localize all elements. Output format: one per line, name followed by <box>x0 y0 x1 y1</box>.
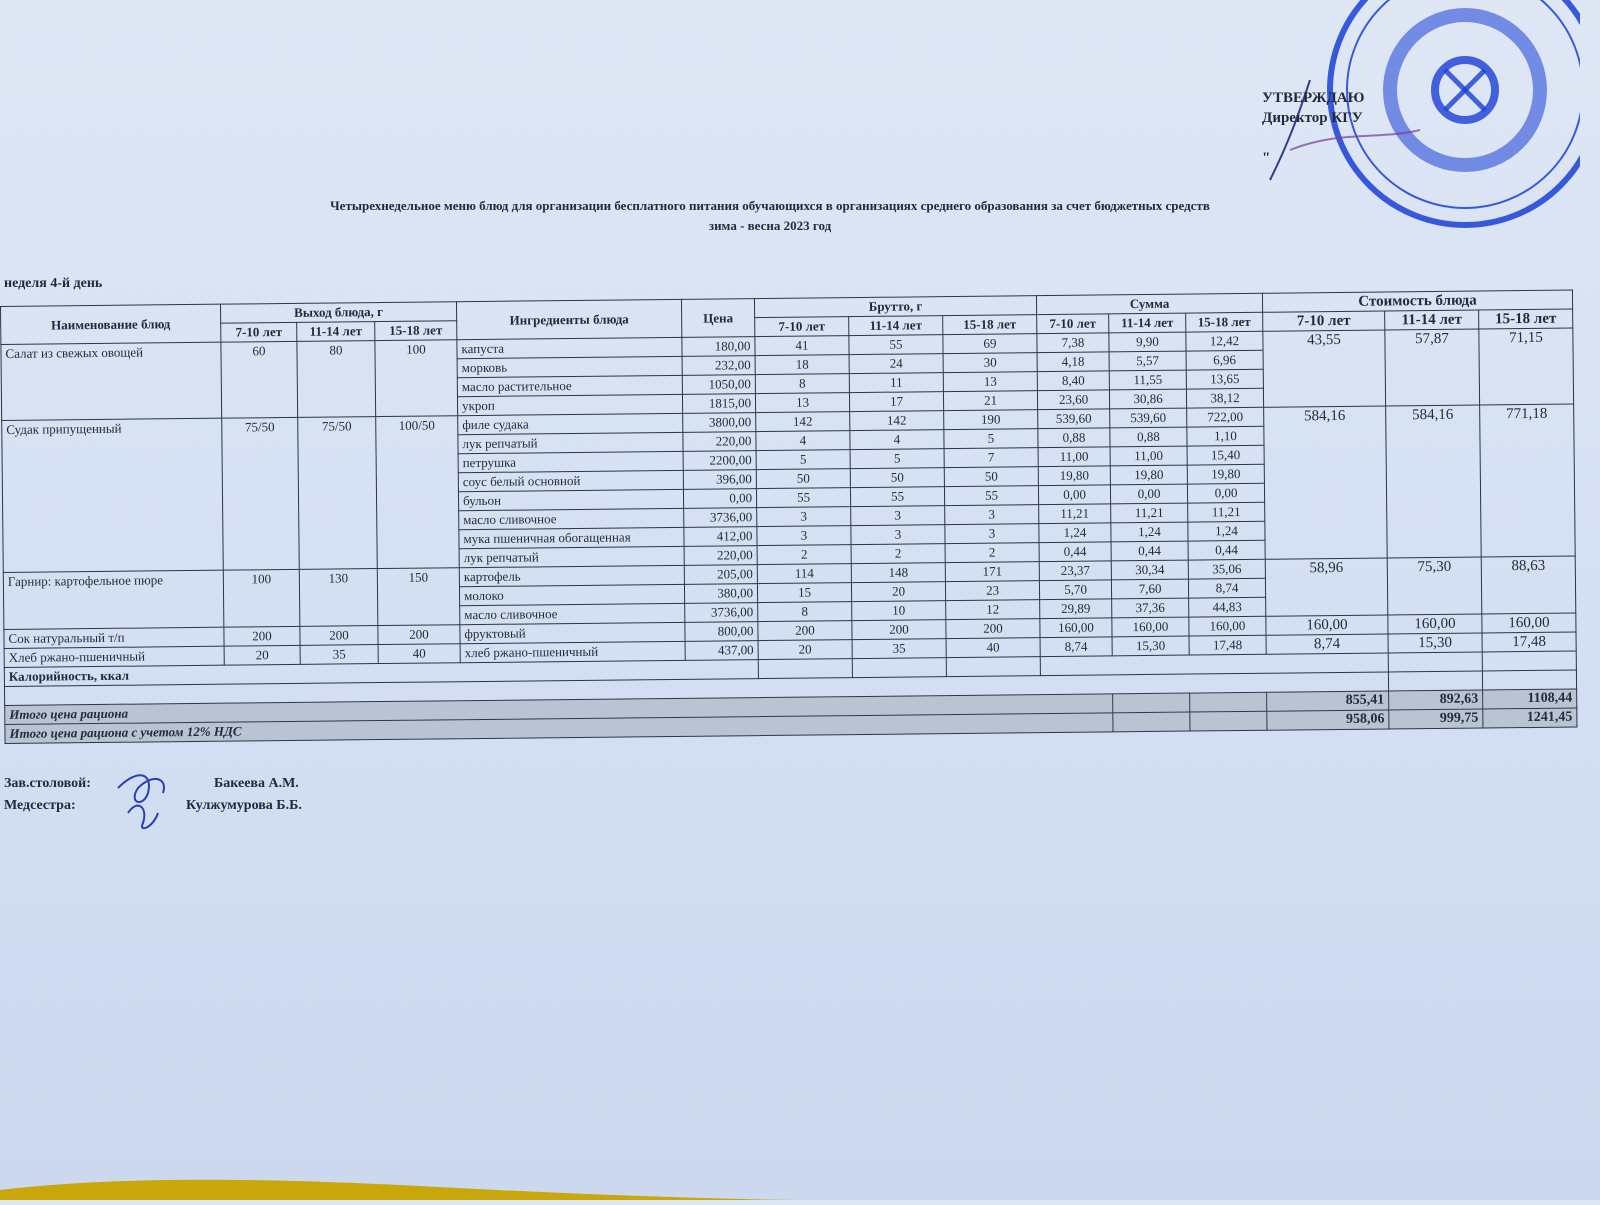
ingredient-sum: 7,60 <box>1111 579 1188 599</box>
dish-yield: 35 <box>300 645 378 665</box>
dish-cost: 57,87 <box>1385 329 1480 406</box>
ingredient-name: капуста <box>457 337 682 358</box>
ingredient-brutto: 55 <box>850 487 944 507</box>
ingredient-brutto: 41 <box>755 336 849 356</box>
ingredient-sum: 1,24 <box>1188 521 1265 541</box>
age-cost-3: 15-18 лет <box>1479 309 1573 329</box>
dish-name: Судак припущенный <box>2 418 224 572</box>
ingredient-sum: 12,42 <box>1186 331 1263 351</box>
ingredient-price: 800,00 <box>685 622 758 642</box>
calories-label: Калорийность, ккал <box>4 660 758 687</box>
ingredient-sum: 4,18 <box>1037 352 1109 372</box>
ingredient-name: масло сливочное <box>460 603 685 624</box>
age-cost-2: 11-14 лет <box>1385 310 1479 330</box>
total-value-11-14: 892,63 <box>1389 690 1483 710</box>
ingredient-price: 437,00 <box>685 641 758 661</box>
signature-name-nurse: Кулжумурова Б.Б. <box>186 798 302 813</box>
calories-cell <box>1482 651 1576 671</box>
ingredient-sum: 1,24 <box>1039 523 1111 543</box>
dish-cost: 75,30 <box>1387 557 1482 615</box>
ingredient-sum: 0,88 <box>1038 428 1110 448</box>
ingredient-brutto: 5 <box>944 429 1038 449</box>
ingredient-brutto: 8 <box>755 374 849 394</box>
document-subtitle: зима - весна 2023 год <box>708 218 832 233</box>
ingredient-name: молоко <box>459 584 684 605</box>
ingredient-brutto: 21 <box>943 391 1037 411</box>
age-sum-2: 11-14 лет <box>1109 313 1186 333</box>
ingredient-brutto: 7 <box>944 448 1038 468</box>
ingredient-price: 3736,00 <box>685 603 758 623</box>
ingredient-price: 380,00 <box>684 584 757 604</box>
approval-line-2: Директор КГУ <box>1262 110 1363 126</box>
ingredient-sum: 23,60 <box>1037 390 1109 410</box>
ingredient-sum: 160,00 <box>1040 618 1112 638</box>
ingredient-brutto: 10 <box>852 601 946 621</box>
ingredient-name: лук репчатый <box>458 432 683 453</box>
ingredient-brutto: 40 <box>946 638 1040 658</box>
menu-table <box>0 290 1578 744</box>
ingredient-sum: 11,21 <box>1111 503 1188 523</box>
ingredient-sum: 38,12 <box>1186 388 1263 408</box>
ingredient-sum: 13,65 <box>1186 369 1263 389</box>
ingredient-price: 180,00 <box>682 337 755 357</box>
dish-yield: 80 <box>297 341 376 418</box>
dish-yield: 100 <box>223 569 300 627</box>
document-title: Четырехнедельное меню блюд для организации бесплатного питания обучающихся в организациях среднего образования за счет бюджетных средств <box>330 198 1210 213</box>
ingredient-brutto: 35 <box>852 639 946 659</box>
ingredient-sum: 19,80 <box>1038 466 1110 486</box>
ingredient-brutto: 200 <box>946 619 1040 639</box>
dish-yield: 75/50 <box>222 417 300 570</box>
ingredient-sum: 9,90 <box>1109 332 1186 352</box>
ingredient-brutto: 50 <box>850 468 944 488</box>
ingredient-brutto: 5 <box>850 449 944 469</box>
dish-yield: 130 <box>299 569 378 627</box>
header-dish-name: Наименование блюд <box>1 304 221 344</box>
dish-cost: 8,74 <box>1266 634 1388 654</box>
ingredient-name: хлеб ржано-пшеничный <box>460 641 685 662</box>
total-value-15-18: 1108,44 <box>1483 689 1577 709</box>
ingredient-brutto: 171 <box>945 562 1039 582</box>
ingredient-brutto: 69 <box>943 334 1037 354</box>
dish-cost: 17,48 <box>1482 632 1576 652</box>
signature-name-canteen: Бакеева А.М. <box>214 776 299 791</box>
ingredient-sum: 6,96 <box>1186 350 1263 370</box>
dish-cost: 160,00 <box>1482 613 1576 633</box>
ingredient-price: 220,00 <box>684 546 757 566</box>
age-cost-1: 7-10 лет <box>1263 311 1385 331</box>
ingredient-sum: 15,40 <box>1187 445 1264 465</box>
total-empty <box>1190 711 1267 731</box>
ingredient-brutto: 2 <box>757 545 851 565</box>
handwritten-signature <box>108 768 188 838</box>
total-value-7-10: 855,41 <box>1267 691 1389 711</box>
dish-yield: 40 <box>378 644 460 664</box>
ingredient-brutto: 8 <box>758 602 852 622</box>
dish-yield: 200 <box>378 625 460 645</box>
ingredient-price: 205,00 <box>684 565 757 585</box>
ingredient-brutto: 4 <box>756 431 850 451</box>
desk-surface <box>0 1172 1600 1200</box>
ingredient-sum: 19,80 <box>1110 465 1187 485</box>
ingredient-brutto: 55 <box>944 486 1038 506</box>
ingredient-sum: 19,80 <box>1187 464 1264 484</box>
ingredient-sum: 0,88 <box>1110 427 1187 447</box>
ingredient-sum: 8,40 <box>1037 371 1109 391</box>
ingredient-price: 2200,00 <box>683 451 756 471</box>
dish-name: Сок натуральный т/п <box>4 627 224 648</box>
ingredient-price: 232,00 <box>682 356 755 376</box>
total-empty <box>1113 712 1190 732</box>
dish-yield: 75/50 <box>298 417 378 570</box>
dish-cost: 58,96 <box>1265 558 1388 616</box>
age-brutto-2: 11-14 лет <box>849 316 943 336</box>
ingredient-brutto: 3 <box>851 506 945 526</box>
dish-name: Салат из свежых овощей <box>1 342 222 420</box>
total-empty <box>1190 692 1267 712</box>
dish-cost: 43,55 <box>1263 330 1386 407</box>
ingredient-brutto: 30 <box>943 353 1037 373</box>
menu-body <box>1 328 1576 667</box>
document-title-block <box>270 196 1270 236</box>
age-yield-1: 7-10 лет <box>221 322 297 342</box>
ingredient-name: бульон <box>458 489 683 510</box>
approval-line-1: УТВЕРЖДАЮ <box>1262 90 1365 106</box>
ingredient-brutto: 2 <box>851 544 945 564</box>
ingredient-price: 3800,00 <box>683 413 756 433</box>
ingredient-sum: 11,55 <box>1109 370 1186 390</box>
ingredient-name: петрушка <box>458 451 683 472</box>
ingredient-brutto: 142 <box>756 412 850 432</box>
dish-yield: 200 <box>300 626 378 646</box>
dish-yield: 200 <box>224 626 300 646</box>
dish-cost: 160,00 <box>1388 614 1482 634</box>
ingredient-sum: 539,60 <box>1038 409 1110 429</box>
ingredient-brutto: 142 <box>850 411 944 431</box>
ingredient-sum: 29,89 <box>1040 599 1112 619</box>
ingredient-brutto: 11 <box>849 373 943 393</box>
ingredient-sum: 23,37 <box>1039 561 1111 581</box>
dish-name: Хлеб ржано-пшеничный <box>4 646 224 667</box>
ingredient-price: 412,00 <box>684 527 757 547</box>
ingredient-brutto: 24 <box>849 354 943 374</box>
ingredient-brutto: 20 <box>758 640 852 660</box>
ingredient-sum: 722,00 <box>1187 407 1264 427</box>
ingredient-name: лук репчатый <box>459 546 684 567</box>
day-header: неделя 4-й день <box>4 276 103 291</box>
ingredient-sum: 35,06 <box>1188 559 1265 579</box>
age-sum-1: 7-10 лет <box>1037 314 1109 334</box>
blank-cell <box>1482 670 1576 690</box>
dish-cost: 771,18 <box>1480 404 1576 557</box>
total-vat-value-7-10: 958,06 <box>1267 710 1389 730</box>
ingredient-sum: 11,21 <box>1039 504 1111 524</box>
header-sum: Сумма <box>1036 293 1262 314</box>
ingredient-brutto: 2 <box>945 543 1039 563</box>
ingredient-sum: 44,83 <box>1189 597 1266 617</box>
dish-name: Гарнир: картофельное пюре <box>3 570 224 629</box>
calories-cell <box>946 657 1040 677</box>
ingredient-sum: 11,00 <box>1110 446 1187 466</box>
ingredient-brutto: 200 <box>852 620 946 640</box>
dish-cost: 15,30 <box>1388 633 1482 653</box>
ingredient-sum: 0,44 <box>1039 542 1111 562</box>
ingredient-price: 0,00 <box>683 489 756 509</box>
ingredient-brutto: 13 <box>943 372 1037 392</box>
total-vat-label: Итого цена рациона с учетом 12% НДС <box>5 713 1113 744</box>
ingredient-name: фруктовый <box>460 622 685 643</box>
header-brutto: Брутто, г <box>754 296 1036 318</box>
age-brutto-3: 15-18 лет <box>943 315 1037 335</box>
ingredient-brutto: 190 <box>944 410 1038 430</box>
dish-cost: 584,16 <box>1264 406 1388 559</box>
blank-cell <box>1388 671 1482 691</box>
ingredient-sum: 1,24 <box>1111 522 1188 542</box>
dish-cost: 584,16 <box>1386 405 1482 558</box>
ingredient-name: мука пшеничная обогащенная <box>459 527 684 548</box>
age-yield-2: 11-14 лет <box>297 322 375 342</box>
signature-role-canteen: Зав.столовой: <box>4 776 91 791</box>
ingredient-sum: 37,36 <box>1112 598 1189 618</box>
ingredient-price: 3736,00 <box>684 508 757 528</box>
ingredient-sum: 160,00 <box>1112 617 1189 637</box>
ingredient-brutto: 20 <box>851 582 945 602</box>
ingredient-sum: 30,34 <box>1111 560 1188 580</box>
ingredient-sum: 11,00 <box>1038 447 1110 467</box>
dish-yield: 60 <box>221 341 298 418</box>
header-price: Цена <box>681 299 754 338</box>
ingredient-brutto: 50 <box>944 467 1038 487</box>
ingredient-sum: 11,21 <box>1188 502 1265 522</box>
ingredient-name: морковь <box>457 356 682 377</box>
ingredient-name: масло растительное <box>457 375 682 396</box>
header-ingredients: Ингредиенты блюда <box>456 299 681 339</box>
ingredient-sum: 17,48 <box>1189 635 1266 655</box>
ingredient-brutto: 55 <box>756 488 850 508</box>
ingredient-brutto: 55 <box>849 335 943 355</box>
approval-block <box>1262 88 1365 168</box>
ingredient-brutto: 3 <box>851 525 945 545</box>
ingredient-price: 1050,00 <box>682 375 755 395</box>
age-brutto-1: 7-10 лет <box>755 317 849 337</box>
ingredient-brutto: 4 <box>850 430 944 450</box>
ingredient-sum: 15,30 <box>1112 636 1189 656</box>
ingredient-brutto: 3 <box>757 507 851 527</box>
ingredient-sum: 5,57 <box>1109 351 1186 371</box>
dish-cost: 160,00 <box>1266 615 1388 635</box>
dish-yield: 100/50 <box>376 416 460 569</box>
ingredient-sum: 1,10 <box>1187 426 1264 446</box>
dish-cost: 71,15 <box>1479 328 1574 405</box>
total-vat-value-15-18: 1241,45 <box>1483 708 1577 728</box>
ingredient-sum: 0,00 <box>1110 484 1187 504</box>
ingredient-brutto: 50 <box>756 469 850 489</box>
ingredient-brutto: 3 <box>945 524 1039 544</box>
ingredient-sum: 0,44 <box>1111 541 1188 561</box>
total-vat-value-11-14: 999,75 <box>1389 709 1483 729</box>
ingredient-brutto: 3 <box>757 526 851 546</box>
ingredient-sum: 539,60 <box>1110 408 1187 428</box>
ingredient-brutto: 13 <box>755 393 849 413</box>
ingredient-sum: 8,74 <box>1188 578 1265 598</box>
ingredient-brutto: 17 <box>849 392 943 412</box>
ingredient-sum: 30,86 <box>1109 389 1186 409</box>
ingredient-sum: 0,00 <box>1038 485 1110 505</box>
ingredient-sum: 0,44 <box>1188 540 1265 560</box>
dish-yield: 100 <box>375 340 458 417</box>
ingredient-brutto: 12 <box>946 600 1040 620</box>
dish-yield: 20 <box>224 645 300 665</box>
ingredient-brutto: 148 <box>851 563 945 583</box>
calories-cell <box>758 659 852 679</box>
ingredient-brutto: 3 <box>945 505 1039 525</box>
header-yield: Выход блюда, г <box>220 302 456 323</box>
calories-cell <box>852 658 946 678</box>
age-sum-3: 15-18 лет <box>1186 312 1263 332</box>
ingredient-name: картофель <box>459 565 684 586</box>
ingredient-brutto: 23 <box>945 581 1039 601</box>
total-label: Итого цена рациона <box>5 694 1113 725</box>
dish-cost: 88,63 <box>1481 556 1576 614</box>
ingredient-brutto: 114 <box>757 564 851 584</box>
ingredient-sum: 5,70 <box>1039 580 1111 600</box>
ingredient-name: масло сливочное <box>459 508 684 529</box>
ingredient-brutto: 18 <box>755 355 849 375</box>
ingredient-price: 396,00 <box>683 470 756 490</box>
ingredient-brutto: 15 <box>757 583 851 603</box>
ingredient-price: 220,00 <box>683 432 756 452</box>
ingredient-sum: 7,38 <box>1037 333 1109 353</box>
total-empty <box>1113 693 1190 713</box>
ingredient-price: 1815,00 <box>682 394 755 414</box>
ingredient-sum: 160,00 <box>1189 616 1266 636</box>
ingredient-sum: 8,74 <box>1040 637 1112 657</box>
ingredient-sum: 0,00 <box>1187 483 1264 503</box>
ingredient-brutto: 200 <box>758 621 852 641</box>
age-yield-3: 15-18 лет <box>375 321 457 341</box>
dish-yield: 150 <box>377 568 460 626</box>
ingredient-brutto: 5 <box>756 450 850 470</box>
approval-date: " <box>1262 150 1271 166</box>
signature-role-nurse: Медсестра: <box>4 798 76 813</box>
header-cost: Стоимость блюда <box>1262 290 1572 312</box>
ingredient-name: филе судака <box>458 413 683 434</box>
calories-cell <box>1388 652 1482 672</box>
ingredient-name: соус белый основной <box>458 470 683 491</box>
ingredient-name: укроп <box>457 394 682 415</box>
